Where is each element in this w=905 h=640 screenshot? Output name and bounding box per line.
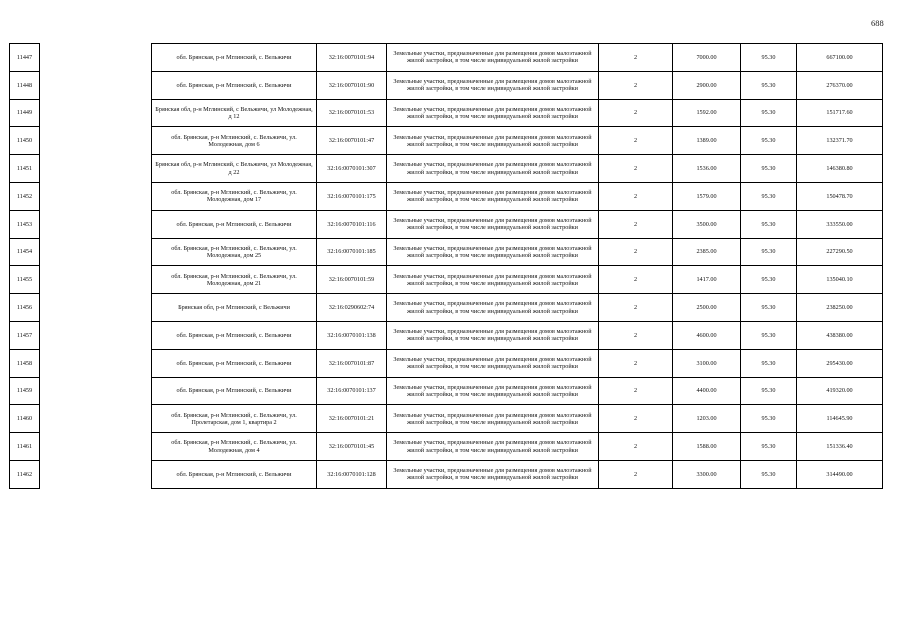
cadastral-value-cell: 151336.40 [797,433,883,461]
blank-column [40,155,152,183]
blank-column [40,460,152,488]
row-number: 11459 [10,377,40,405]
area-cell: 1203.00 [673,405,741,433]
blank-column [40,210,152,238]
land-use-cell: Земельные участки, предназначенные для размещения домов малоэтажной жилой застройки, в том числе индивидуальной жилой застройки [387,460,599,488]
unit-value-cell: 95.30 [741,127,797,155]
address-cell: обл. Брянская, р-н Мглинский, с. Вельжичи, ул. Пролетарская, дом 1, квартира 2 [152,405,317,433]
land-use-cell: Земельные участки, предназначенные для размещения домов малоэтажной жилой застройки, в том числе индивидуальной жилой застройки [387,294,599,322]
address-cell: обл. Брянская, р-н Мглинский, с. Вельжичи [152,377,317,405]
cadastral-value-cell: 150478.70 [797,182,883,210]
area-cell: 4600.00 [673,321,741,349]
category-cell: 2 [599,127,673,155]
address-cell: Брянская обл, р-н Мглинский, с Вельжичи, ул Молодежная, д 12 [152,99,317,127]
row-number: 11461 [10,433,40,461]
blank-column [40,294,152,322]
area-cell: 7000.00 [673,44,741,72]
unit-value-cell: 95.30 [741,294,797,322]
category-cell: 2 [599,294,673,322]
category-cell: 2 [599,71,673,99]
table-row [10,182,883,210]
address-cell: обл. Брянская, р-н Мглинский, с. Вельжичи, ул. Молодежная, дом 17 [152,182,317,210]
cadastral-value-cell: 238250.00 [797,294,883,322]
area-cell: 1588.00 [673,433,741,461]
cadastral-value-cell: 314490.00 [797,460,883,488]
address-cell: обл. Брянская, р-н Мглинский, с. Вельжичи [152,44,317,72]
row-number: 11462 [10,460,40,488]
unit-value-cell: 95.30 [741,460,797,488]
cadastral-number-cell: 32:16:0070101:45 [317,433,387,461]
cadastral-value-cell: 227290.50 [797,238,883,266]
category-cell: 2 [599,321,673,349]
page-number: 688 [871,18,884,28]
category-cell: 2 [599,349,673,377]
category-cell: 2 [599,44,673,72]
cadastral-number-cell: 32:16:0070101:90 [317,71,387,99]
table-row [10,266,883,294]
unit-value-cell: 95.30 [741,321,797,349]
blank-column [40,433,152,461]
category-cell: 2 [599,460,673,488]
cadastral-number-cell: 32:16:0070101:175 [317,182,387,210]
address-cell: обл. Брянская, р-н Мглинский, с. Вельжичи, ул. Молодежная, дом 6 [152,127,317,155]
address-cell: обл. Брянская, р-н Мглинский, с. Вельжичи [152,71,317,99]
blank-column [40,71,152,99]
row-number: 11452 [10,182,40,210]
land-use-cell: Земельные участки, предназначенные для размещения домов малоэтажной жилой застройки, в том числе индивидуальной жилой застройки [387,182,599,210]
row-number: 11447 [10,44,40,72]
cadastral-number-cell: 32:16:0070101:87 [317,349,387,377]
land-use-cell: Земельные участки, предназначенные для размещения домов малоэтажной жилой застройки, в том числе индивидуальной жилой застройки [387,238,599,266]
category-cell: 2 [599,155,673,183]
cadastral-value-cell: 146380.80 [797,155,883,183]
unit-value-cell: 95.30 [741,182,797,210]
blank-column [40,238,152,266]
land-use-cell: Земельные участки, предназначенные для размещения домов малоэтажной жилой застройки, в том числе индивидуальной жилой застройки [387,44,599,72]
row-number: 11454 [10,238,40,266]
row-number: 11458 [10,349,40,377]
area-cell: 1389.00 [673,127,741,155]
land-use-cell: Земельные участки, предназначенные для размещения домов малоэтажной жилой застройки, в том числе индивидуальной жилой застройки [387,155,599,183]
unit-value-cell: 95.30 [741,238,797,266]
category-cell: 2 [599,377,673,405]
table-row [10,44,883,72]
address-cell: обл. Брянская, р-н Мглинский, с. Вельжичи [152,460,317,488]
row-number: 11457 [10,321,40,349]
area-cell: 3100.00 [673,349,741,377]
cadastral-number-cell: 32:16:0070101:47 [317,127,387,155]
unit-value-cell: 95.30 [741,377,797,405]
row-number: 11455 [10,266,40,294]
cadastral-number-cell: 32:16:0070101:116 [317,210,387,238]
address-cell: обл. Брянская, р-н Мглинский, с. Вельжичи, ул. Молодежная, дом 25 [152,238,317,266]
cadastral-number-cell: 32:16:0070101:138 [317,321,387,349]
table-row [10,349,883,377]
land-use-cell: Земельные участки, предназначенные для размещения домов малоэтажной жилой застройки, в том числе индивидуальной жилой застройки [387,127,599,155]
table-row [10,321,883,349]
unit-value-cell: 95.30 [741,266,797,294]
land-use-cell: Земельные участки, предназначенные для размещения домов малоэтажной жилой застройки, в том числе индивидуальной жилой застройки [387,266,599,294]
row-number: 11453 [10,210,40,238]
cadastral-value-cell: 276370.00 [797,71,883,99]
row-number: 11448 [10,71,40,99]
cadastral-number-cell: 32:16:0290602:74 [317,294,387,322]
blank-column [40,44,152,72]
category-cell: 2 [599,405,673,433]
address-cell: обл. Брянская, р-н Мглинский, с. Вельжичи, ул. Молодежная, дом 21 [152,266,317,294]
row-number: 11451 [10,155,40,183]
land-use-cell: Земельные участки, предназначенные для размещения домов малоэтажной жилой застройки, в том числе индивидуальной жилой застройки [387,405,599,433]
registry-table [9,43,883,489]
cadastral-number-cell: 32:16:0070101:185 [317,238,387,266]
category-cell: 2 [599,433,673,461]
address-cell: Брянская обл, р-н Мглинский, с Вельжичи [152,294,317,322]
unit-value-cell: 95.30 [741,349,797,377]
cadastral-number-cell: 32:16:0070101:53 [317,99,387,127]
row-number: 11460 [10,405,40,433]
cadastral-value-cell: 419320.00 [797,377,883,405]
cadastral-value-cell: 151717.60 [797,99,883,127]
table-row [10,155,883,183]
blank-column [40,349,152,377]
table-row [10,377,883,405]
land-use-cell: Земельные участки, предназначенные для размещения домов малоэтажной жилой застройки, в том числе индивидуальной жилой застройки [387,99,599,127]
category-cell: 2 [599,266,673,294]
unit-value-cell: 95.30 [741,155,797,183]
area-cell: 4400.00 [673,377,741,405]
category-cell: 2 [599,238,673,266]
cadastral-value-cell: 114645.90 [797,405,883,433]
blank-column [40,99,152,127]
cadastral-value-cell: 295430.00 [797,349,883,377]
blank-column [40,377,152,405]
unit-value-cell: 95.30 [741,433,797,461]
unit-value-cell: 95.30 [741,210,797,238]
cadastral-number-cell: 32:16:0070101:94 [317,44,387,72]
area-cell: 1536.00 [673,155,741,183]
category-cell: 2 [599,210,673,238]
cadastral-number-cell: 32:16:0070101:137 [317,377,387,405]
table-row [10,238,883,266]
cadastral-value-cell: 333550.00 [797,210,883,238]
land-use-cell: Земельные участки, предназначенные для размещения домов малоэтажной жилой застройки, в том числе индивидуальной жилой застройки [387,433,599,461]
cadastral-number-cell: 32:16:0070101:59 [317,266,387,294]
address-cell: обл. Брянская, р-н Мглинский, с. Вельжичи [152,321,317,349]
area-cell: 2900.00 [673,71,741,99]
land-use-cell: Земельные участки, предназначенные для размещения домов малоэтажной жилой застройки, в том числе индивидуальной жилой застройки [387,349,599,377]
table-row [10,405,883,433]
area-cell: 2500.00 [673,294,741,322]
unit-value-cell: 95.30 [741,99,797,127]
land-use-cell: Земельные участки, предназначенные для размещения домов малоэтажной жилой застройки, в том числе индивидуальной жилой застройки [387,377,599,405]
table-row [10,433,883,461]
blank-column [40,321,152,349]
cadastral-value-cell: 438380.00 [797,321,883,349]
cadastral-number-cell: 32:16:0070101:307 [317,155,387,183]
address-cell: обл. Брянская, р-н Мглинский, с. Вельжичи [152,349,317,377]
cadastral-number-cell: 32:16:0070101:128 [317,460,387,488]
address-cell: обл. Брянская, р-н Мглинский, с. Вельжичи, ул. Молодежная, дом 4 [152,433,317,461]
area-cell: 3500.00 [673,210,741,238]
area-cell: 2385.00 [673,238,741,266]
blank-column [40,405,152,433]
area-cell: 1579.00 [673,182,741,210]
category-cell: 2 [599,182,673,210]
land-use-cell: Земельные участки, предназначенные для размещения домов малоэтажной жилой застройки, в том числе индивидуальной жилой застройки [387,71,599,99]
address-cell: обл. Брянская, р-н Мглинский, с. Вельжичи [152,210,317,238]
category-cell: 2 [599,99,673,127]
table-row [10,71,883,99]
area-cell: 3300.00 [673,460,741,488]
row-number: 11450 [10,127,40,155]
blank-column [40,127,152,155]
area-cell: 1417.00 [673,266,741,294]
registry-body [10,44,883,489]
row-number: 11456 [10,294,40,322]
unit-value-cell: 95.30 [741,44,797,72]
table-row [10,99,883,127]
cadastral-value-cell: 667100.00 [797,44,883,72]
blank-column [40,266,152,294]
table-row [10,210,883,238]
table-row [10,460,883,488]
table-row [10,127,883,155]
land-use-cell: Земельные участки, предназначенные для размещения домов малоэтажной жилой застройки, в том числе индивидуальной жилой застройки [387,210,599,238]
unit-value-cell: 95.30 [741,405,797,433]
unit-value-cell: 95.30 [741,71,797,99]
cadastral-value-cell: 135040.10 [797,266,883,294]
blank-column [40,182,152,210]
cadastral-value-cell: 132371.70 [797,127,883,155]
table-row [10,294,883,322]
address-cell: Брянская обл, р-н Мглинский, с Вельжичи, ул Молодежная, д 22 [152,155,317,183]
land-use-cell: Земельные участки, предназначенные для размещения домов малоэтажной жилой застройки, в том числе индивидуальной жилой застройки [387,321,599,349]
area-cell: 1592.00 [673,99,741,127]
row-number: 11449 [10,99,40,127]
cadastral-number-cell: 32:16:0070101:21 [317,405,387,433]
